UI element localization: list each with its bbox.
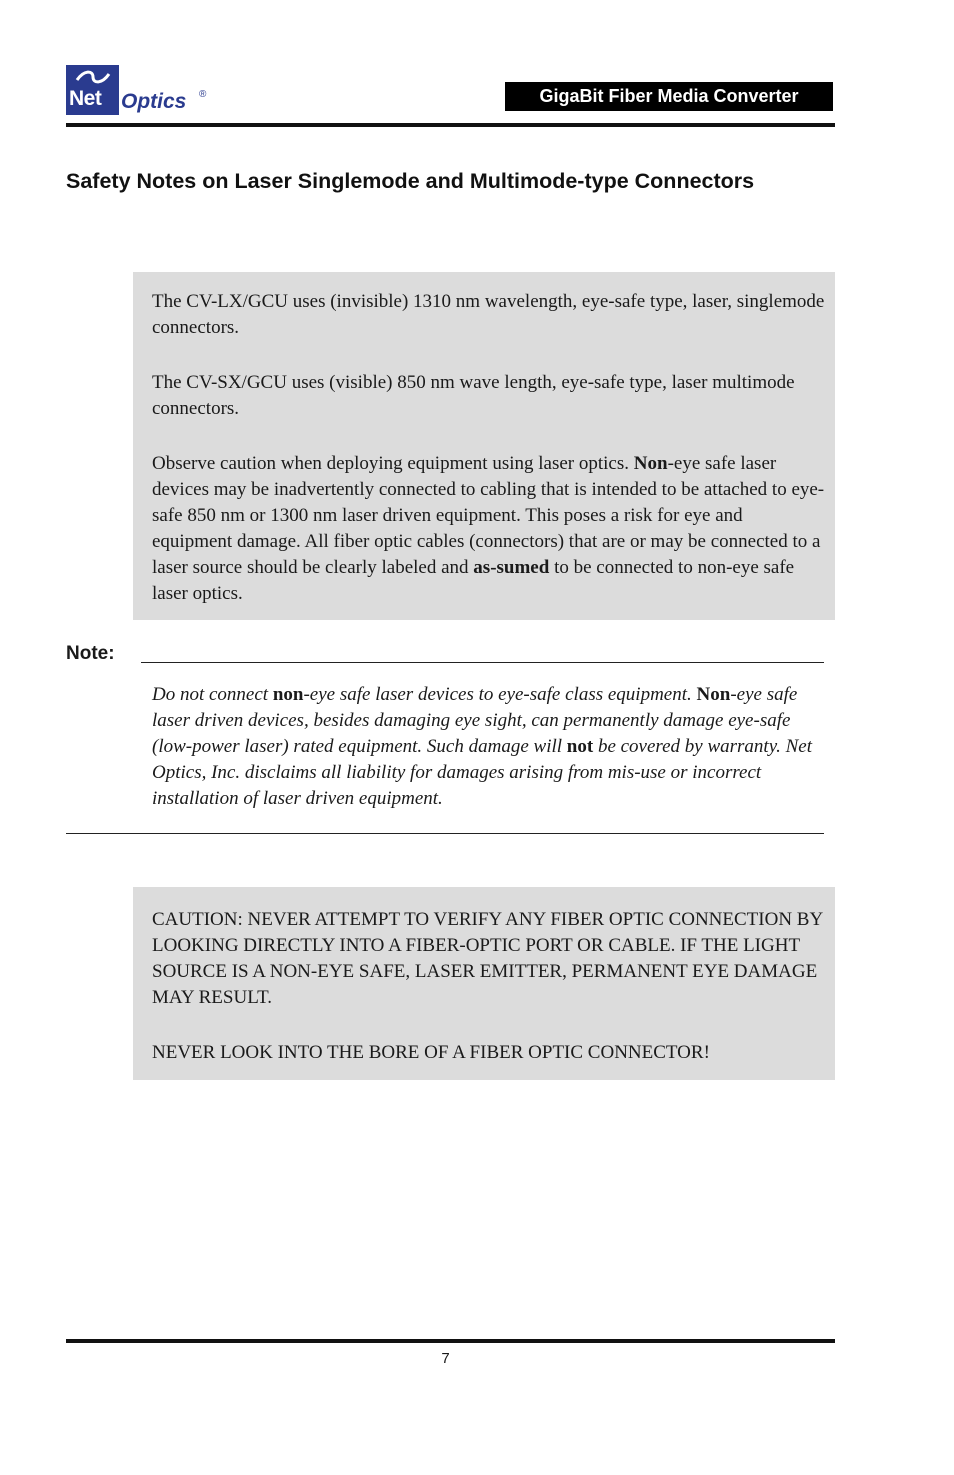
laser-info-box: [133, 272, 835, 620]
caution-warning: NEVER LOOK INTO THE BORE OF A FIBER OPTIC CONNECTOR!: [152, 1042, 710, 1063]
wave-icon: [75, 69, 111, 85]
net-optics-logo: [66, 65, 226, 117]
lx-paragraph: The CV-LX/GCU uses (invisible) 1310 nm wavelength, eye-safe type, laser, singlemode connectors.: [152, 291, 825, 338]
caution-text: CAUTION: NEVER ATTEMPT TO VERIFY ANY FIBER OPTIC CONNECTION BY LOOKING DIRECTLY INTO A FIBER-OPTIC PORT OR CABLE. IF THE LIGHT SOURCE IS A NON-EYE SAFE, LASER EMITTER, PERMANENT EYE DAMAGE MAY RESULT.: [152, 909, 823, 1008]
footer-rule: [66, 1339, 835, 1343]
note-bottom-rule: [66, 833, 824, 834]
logo-net-text: Net: [69, 87, 102, 110]
section-title: Safety Notes on Laser Singlemode and Multimode-type Connectors: [66, 169, 755, 193]
sx-paragraph: The CV-SX/GCU uses (visible) 850 nm wave length, eye-safe type, laser multimode connectors.: [152, 372, 795, 419]
logo-optics-text: Optics: [121, 90, 187, 113]
note-label: Note:: [66, 643, 115, 664]
note-top-rule: [141, 662, 824, 663]
caution-paragraph: Observe caution when deploying equipment using laser optics. Non-eye safe laser devices may be inadvertently connected to cabling that is intended to be attached to eye-safe 850 nm or 1300 nm laser driven equipment. This poses a risk for eye and equipment damage. All fiber optic cables (connectors) that are or may be connected to a laser source should be clearly labeled and as-sumed to be connected to non-eye safe laser optics.: [152, 453, 825, 604]
document-title: GigaBit Fiber Media Converter: [505, 82, 833, 111]
page-number: 7: [441, 1350, 450, 1367]
header-rule: [66, 123, 835, 127]
caution-box: [133, 887, 835, 1080]
logo-box: [66, 65, 119, 115]
registered-mark: ®: [199, 89, 207, 100]
note-text: Do not connect non-eye safe laser devices to eye-safe class equipment. Non-eye safe laser driven devices, besides damaging eye sight, can permanently damage eye-safe (low-power laser) rated equipment. Such damage will not be covered by warranty. Net Optics, Inc. disclaims all liability for damages arising from mis-use or incorrect installation of laser driven equipment.: [152, 684, 812, 809]
